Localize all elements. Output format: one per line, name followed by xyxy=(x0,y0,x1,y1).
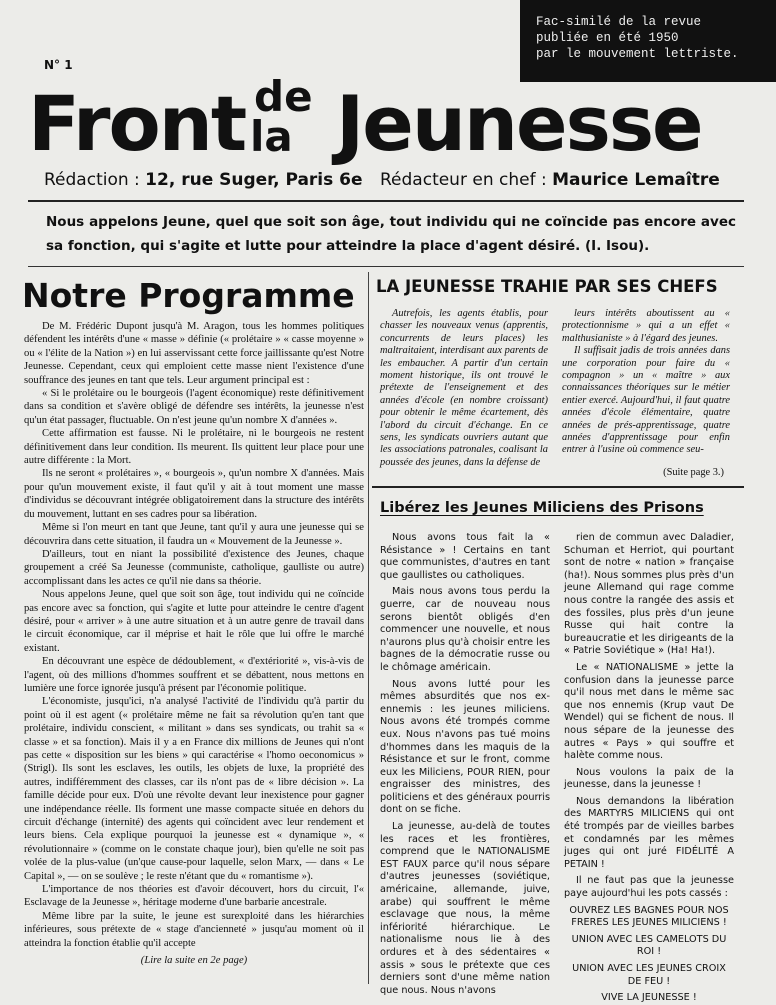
miliciens-paragraph: Mais nous avons tous perdu la guerre, car de nouveau nous serons bientôt obligés d'en commencer une nouvelle, et nous n'aurons plus qu'à choisir entre les bagnes de la démocratie russe ou le chômage américain. xyxy=(380,586,550,673)
miliciens-paragraph: Nous avons tous fait la « Résistance » ! Certains en tant que communistes, d'autres en tant que gaullistes ou catholiques. xyxy=(380,532,550,581)
chefs-paragraph: Il suffisait jadis de trois années dans une corporation pour faire du « compagnon » un « maître » aux connaissances théoriques sur le métier entier exercé. Aujourd'hui, il faut quatre années d'école élémentaire, quatre années de prés-apprentissage, quatre années d'apprentissage pour enfin entrer à l'usine où commence seu- xyxy=(562,345,730,456)
programme-paragraph: De M. Frédéric Dupont jusqu'à M. Aragon, tous les hommes politiques défendent les intérêts d'une « masse » définie (« prolétaire » « casse moyenne » ou « l'élite de la Nation ») en lui asservissant cette force jaillissante qu'est Notre Jeunesse. Cependant, ceux qui emploient cette masse nient l'existence d'une souffrance des jeunes en tant que tels. Leur argument principal est : xyxy=(24,321,364,386)
issue-number: N° 1 xyxy=(44,58,73,72)
miliciens-column-b xyxy=(564,532,734,1004)
chefs-paragraph: leurs intérêts aboutissent au « protectionnisme » qui a un effet « malthusianiste » à l'égard des jeunes. xyxy=(562,308,730,344)
top-rule xyxy=(28,200,744,202)
miliciens-article-title: Libérez les Jeunes Miliciens des Prisons xyxy=(380,500,704,516)
redaction-label: Rédaction : xyxy=(44,170,140,190)
programme-paragraph: Nous appelons Jeune, quel que soit son âge, tout individu qui ne coïncide pas encore avec sa fonction, qui s'agite et lutte pour atteindre le centre d'agent désiré, pour « arriver » à une autre situation et à un autre genre de travail dans le circuit économique, car il méprise et hait le rôle que lui offre le marché existant. xyxy=(24,589,364,654)
slogan: UNION AVEC LES JEUNES CROIX DE FEU ! xyxy=(572,963,726,987)
redaction-address-value: 12, rue Suger, Paris 6e xyxy=(145,170,363,190)
programme-paragraph: L'économiste, jusqu'ici, n'a analysé l'activité de l'individu qu'à partir du point où il est agent (« prolétaire même ne fait sa révolution qu'en tant que prolétaire, individu conscient, « militant » dans ses syndicats, ou trahit sa « classe » et sa fonction). Mais il y a en France dix millions de Jeunes qui n'ont pas cette « disposition sur les biens » qui caractérise « l'homo oeconomicus » (Strigl). Ils sont les esclaves, les outils, les objets de luxe, la propriété des autres, indifféremment des classes, car ils n'ont pas de « libre décision ». La famille décide pour eux. D'où une révolte devant leur inexistence pour gagner une indépendance réelle. Ils forment une masse compacte située en dehors du circuit d'échange (internité) des agents qui coïncident avec leur rendement et leurs biens. Cela explique pourquoi la jeunesse est « dynamique », « révolutionnaire » (comme on le constate chaque jour), bien qu'elle ne soit pas volée de la plus-value (un'que cause-pour laquelle, selon Marx, — dans « Le Capital », — on se soulève ; le reste n'étant que du « romantisme »). xyxy=(24,696,364,882)
miliciens-paragraph: Le « NATIONALISME » jette la confusion dans la jeunesse parce qu'il nous met dans le même sac que nos ennemis (Krup vaut De Wendel) qui se fichent de nous. Il nous sépare de la jeunesse des autres « Pays » qui souffre et halète comme nous. xyxy=(564,661,734,762)
programme-paragraph: Même si l'on meurt en tant que Jeune, tant qu'il y aura une jeunesse qui se découvrira dans cette situation, il faudra un « Mouvement de la Jeunesse ». xyxy=(24,522,364,547)
miliciens-column-a xyxy=(380,532,550,996)
miliciens-paragraph: Il ne faut pas que la jeunesse paye aujourd'hui les pots cassés : xyxy=(564,875,734,900)
slogan: UNION AVEC LES CAMELOTS DU ROI ! xyxy=(571,933,727,958)
epigraph: Nous appelons Jeune, quel que soit son âge, tout individu qui ne coïncide pas encore avec sa fonction, qui s'agite et lutte pour atteindre la place d'agent désiré. (I. Isou). xyxy=(46,214,736,254)
column-divider xyxy=(368,272,369,984)
redaction-chief xyxy=(380,170,720,190)
chefs-continuation: (Suite page 3.) xyxy=(663,467,724,478)
miliciens-paragraph: Nous demandons la libération des MARTYRS MILICIENS qui ont été trompés par de vieilles barbes et condamnés par les mêmes juges qui ont juré FIDÉLITÉ A PETAIN ! xyxy=(564,795,734,870)
chief-name: Maurice Lemaître xyxy=(552,170,720,190)
right-rule xyxy=(372,486,744,488)
programme-paragraph: Même libre par la suite, le jeune est surexploité dans les hiérarchies inférieures, sous prétexte de « stage d'ancienneté » jusqu'au moment où il atteindra la fonction établie qu'il accepte xyxy=(24,910,364,949)
programme-paragraph: « Si le prolétaire ou le bourgeois (l'agent économique) reste définitivement dans sa condition et s'avère obligé de défendre ses intérêts, la jeunesse n'est qu'un état passager, fluctuable. On n'est jeune qu'un nombre X d'années ». xyxy=(24,388,364,426)
chefs-paragraph: Autrefois, les agents établis, pour chasser les nouveaux venus (apprentis, concurrents de leurs places) les maltraitaient, interdisant aux parents de les embaucher. A partir d'un certain moment historique, ils ont trouvé le prétexte de l'enseignement et des années d'école (en nombre croissant) pour obtenir le même écartement, dès l'abord du circuit d'échange. En ce sens, les syndicats ouvriers autant que les associations patronales, coalisant la poussée des jeunes, dans la défense de xyxy=(380,308,548,468)
redaction-address xyxy=(44,170,363,190)
masthead-jeunesse: Jeunesse xyxy=(336,79,702,168)
chief-label: Rédacteur en chef : xyxy=(380,170,547,190)
programme-paragraph: D'ailleurs, tout en niant la possibilité d'existence des Jeunes, chaque groupement a créé Sa Jeunesse (communiste, catholique, gaulliste ou autre) accomplissant dans les actes ce qu'il nie dans sa théorie. xyxy=(24,548,364,587)
miliciens-paragraph: rien de commun avec Daladier, Schuman et Herriot, qui pourtant sont de notre « nation » française (ha!). Nous sommes plus près d'un jeune Allemand qui rage comme nous contre la rangée des assis et des fossiles, plus près d'un jeune Russe qui hait contre la bureaucratie et les dirigeants de la « Patrie Soviétique » (Ha! Ha!). xyxy=(564,532,734,657)
programme-paragraph: L'importance de nos théories est d'avoir découvert, hors du circuit, l'« Esclavage de la Jeunesse », héritage moderne d'une barbarie ancestrale. xyxy=(24,884,364,909)
slogans xyxy=(564,905,734,1005)
facsimile-line-1: Fac-similé de la revue xyxy=(536,15,702,29)
mid-rule xyxy=(28,266,744,267)
facsimile-note xyxy=(520,0,776,82)
facsimile-line-3: par le mouvement lettriste. xyxy=(536,47,739,61)
miliciens-paragraph: Nous voulons la paix de la jeunesse, dans la jeunesse ! xyxy=(564,766,734,791)
slogan: VIVE LA JEUNESSE ! xyxy=(601,992,697,1004)
chefs-article-body xyxy=(380,308,730,480)
chefs-column-a xyxy=(380,308,548,478)
facsimile-line-2: publiée en été 1950 xyxy=(536,31,679,45)
chefs-article-title: LA JEUNESSE TRAHIE PAR SES CHEFS xyxy=(376,277,718,296)
programme-title: Notre Programme xyxy=(22,276,355,315)
miliciens-article-body xyxy=(380,532,736,1004)
miliciens-paragraph: Nous avons lutté pour les mêmes absurdités que nos ex-ennemis : les jeunes miliciens. Nous avons été trompés comme eux. Nous n'avons pas tué moins d'hommes dans les maquis de la Résistance et sur le front, comme eux les Miliciens, POUR RIEN, pour engraisser des ministres, des politiciens et des généraux pourris dont on se fiche. xyxy=(380,678,550,816)
masthead-la: la xyxy=(250,112,293,161)
programme-body xyxy=(24,320,364,970)
programme-paragraph: Cette affirmation est fausse. Ni le prolétaire, ni le bourgeois ne restent définitivement dans leur condition. Ils meurent. Ils quittent leur place pour une autre différente : la Mort. xyxy=(24,428,364,467)
programme-paragraph: Ils ne seront « prolétaires », « bourgeois », qu'un nombre X d'années. Mais pour qu'un mouvement existe, il faut qu'il y ait à tout moment une masse d'individus se découvrant intégrée obligatoirement dans la structure des intérêts du mouvement, luttant en ses cadres pour sa libération. xyxy=(24,468,364,520)
programme-continuation: (Lire la suite en 2e page) xyxy=(140,955,248,967)
programme-paragraph: En découvrant une espèce de dédoublement, « d'extériorité », vis-à-vis de l'agent, où des millions d'hommes souffrent et se débattent, nous mettons en lumière une force ignorée jusqu'à présent par l'économie politique. xyxy=(24,656,364,694)
miliciens-paragraph: La jeunesse, au-delà de toutes les races et les frontières, comprend que le NATIONALISME EST FAUX parce qu'il nous sépare d'autres jeunesses (soviétique, américaine, allemande, juive, arabe) qui souffrent le même esclavage que nous, la même infériorité hiérarchique. Le nationalisme nous lie à des ordures et à des sédentaires « assis » sous le prétexte que ces derniers sont d'une même nation que nous. Nous n'avons xyxy=(380,821,550,996)
masthead xyxy=(28,72,728,168)
slogan: OUVREZ LES BAGNES POUR NOS FRERES LES JEUNES MILICIENS ! xyxy=(569,904,729,929)
masthead-de: de xyxy=(254,72,313,121)
chefs-column-b xyxy=(562,308,730,478)
masthead-front: Front xyxy=(28,79,246,168)
